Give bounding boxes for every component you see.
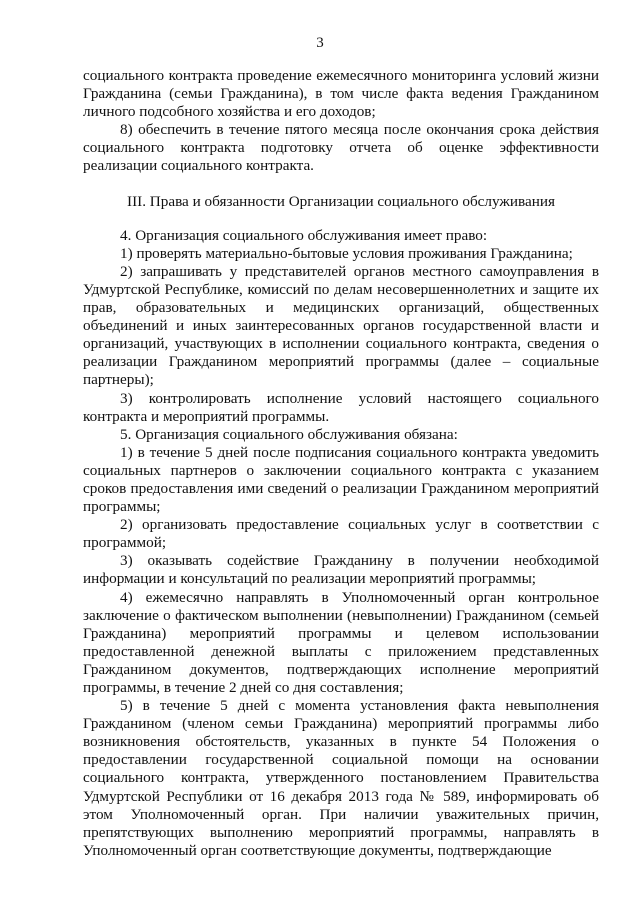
clause-4-item-2: 2) запрашивать у представителей органов местного самоуправления в Удмуртской Республике, комиссий по делам несовершеннолетних и защите их прав, образовательных и медицинских организаций, общественных объединений и иных заинтересованных органов государственной власти и организаций, участвующих в исполнении социального контракта, сведения о реализации Гражданином мероприятий программы (далее – социальные партнеры); (83, 262, 599, 389)
clause-4-item-3: 3) контролировать исполнение условий настоящего социального контракта и мероприятий программы. (83, 389, 599, 425)
document-body (83, 67, 599, 860)
section-heading: III. Права и обязанности Организации социального обслуживания (127, 192, 555, 210)
clause-4-item-1: 1) проверять материально-бытовые условия проживания Гражданина; (120, 244, 573, 262)
item-8-paragraph: 8) обеспечить в течение пятого месяца после окончания срока действия социального контракта подготовку отчета об оценке эффективности реализации социального контракта. (83, 121, 599, 175)
clause-4-intro: 4. Организация социального обслуживания имеет право: (120, 226, 488, 244)
clause-5-item-4: 4) ежемесячно направлять в Уполномоченный орган контрольное заключение о фактическом выполнении (невыполнении) Гражданином (семьей Гражданина) мероприятий программы и целевом использовании предоставленной денежной выплаты с приложением представленных Гражданином документов, подтверждающих исполнение мероприятий программы, в течение 2 дней со дня составления; (83, 588, 599, 696)
clause-5-item-5: 5) в течение 5 дней с момента установления факта невыполнения Гражданином (членом семьи Гражданина) мероприятий программы либо возникновения обстоятельств, указанных в пункте 54 Положения о предоставлении государственной социальной помощи на основании социального контракта, утвержденного постановлением Правительства Удмуртской Республики от 16 декабря 2013 года № 589, информировать об этом Уполномоченный орган. При наличии уважительных причин, препятствующих выполнению мероприятий программы, направлять в Уполномоченный орган соответствующие документы, подтверждающие (83, 697, 599, 859)
clause-5-item-1: 1) в течение 5 дней после подписания социального контракта уведомить социальных партнеров о заключении социального контракта с указанием сроков предоставления ими сведений о реализации Гражданином мероприятий программы; (83, 443, 599, 516)
clause-5-item-2: 2) организовать предоставление социальных услуг в соответствии с программой; (83, 516, 599, 552)
page-number: 3 (316, 35, 324, 51)
clause-5-intro: 5. Организация социального обслуживания обязана: (120, 425, 458, 443)
clause-5-item-3: 3) оказывать содействие Гражданину в получении необходимой информации и консультаций по реализации мероприятий программы; (83, 552, 599, 588)
continuation-paragraph: социального контракта проведение ежемесячного мониторинга условий жизни Гражданина (семьи Гражданина), в том числе факта ведения Гражданином личного подсобного хозяйства и его доходов; (83, 67, 599, 121)
